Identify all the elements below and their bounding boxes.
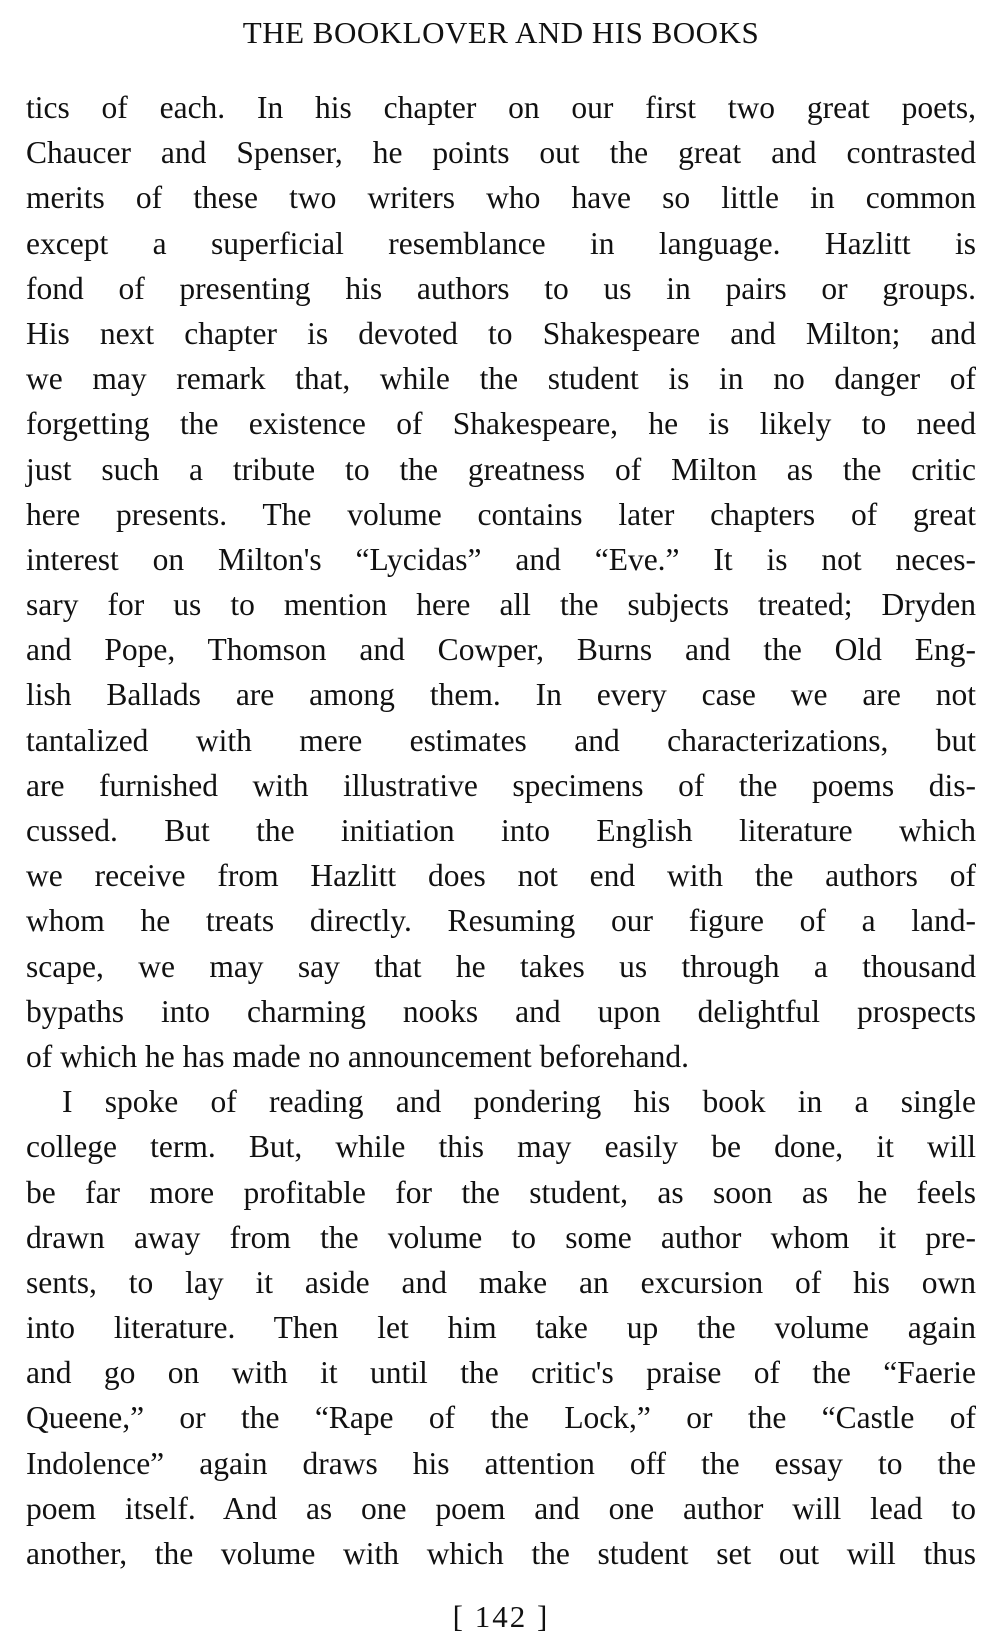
- text-line: forgetting the existence of Shakespeare, he is likely to need: [26, 406, 976, 442]
- page-number: [ 142 ]: [452, 1599, 550, 1634]
- text-line: are furnished with illustrative specimens of the poems dis-: [26, 767, 976, 803]
- paragraph-1: [26, 85, 976, 1079]
- book-page: [26, 0, 976, 1651]
- text-line: whom he treats directly. Resuming our figure of a land-: [26, 903, 976, 939]
- text-line: college term. But, while this may easily be done, it will: [26, 1129, 976, 1165]
- text-line: merits of these two writers who have so little in common: [26, 180, 976, 216]
- text-line: I spoke of reading and pondering his book in a single: [62, 1084, 976, 1120]
- text-line: Chaucer and Spenser, he points out the great and contrasted: [26, 135, 976, 171]
- text-line: tics of each. In his chapter on our first two great poets,: [26, 90, 976, 125]
- text-line: of which he has made no announcement beforehand.: [26, 1038, 690, 1074]
- text-line: sary for us to mention here all the subjects treated; Dryden: [26, 587, 976, 623]
- text-line: we may remark that, while the student is in no danger of: [26, 361, 976, 397]
- text-line: drawn away from the volume to some author whom it pre-: [26, 1219, 976, 1255]
- text-line: into literature. Then let him take up the volume again: [26, 1310, 976, 1346]
- text-line: we receive from Hazlitt does not end with the authors of: [26, 858, 976, 894]
- text-line: be far more profitable for the student, as soon as he feels: [26, 1174, 976, 1210]
- body-text: [26, 85, 976, 1576]
- text-line: except a superficial resemblance in language. Hazlitt is: [26, 225, 976, 261]
- text-line: fond of presenting his authors to us in pairs or groups.: [26, 270, 976, 306]
- text-line: here presents. The volume contains later chapters of great: [26, 496, 976, 532]
- text-line: scape, we may say that he takes us through a thousand: [26, 948, 976, 984]
- text-line: Indolence” again draws his attention off the essay to the: [26, 1445, 976, 1481]
- text-line: interest on Milton's “Lycidas” and “Eve.” It is not neces-: [26, 541, 976, 577]
- text-line: and go on with it until the critic's praise of the “Faerie: [26, 1355, 976, 1391]
- running-head: THE BOOKLOVER AND HIS BOOKS: [242, 15, 760, 50]
- text-line: and Pope, Thomson and Cowper, Burns and the Old Eng-: [26, 632, 976, 668]
- text-line: tantalized with mere estimates and characterizations, but: [26, 722, 976, 758]
- text-line: another, the volume with which the student set out will thus: [26, 1536, 976, 1571]
- text-line: just such a tribute to the greatness of Milton as the critic: [26, 451, 976, 487]
- text-line: bypaths into charming nooks and upon delightful prospects: [26, 993, 976, 1029]
- text-line: sents, to lay it aside and make an excursion of his own: [26, 1264, 976, 1300]
- text-line: cussed. But the initiation into English literature which: [26, 813, 976, 848]
- text-line: Queene,” or the “Rape of the Lock,” or the “Castle of: [26, 1400, 976, 1436]
- text-line: lish Ballads are among them. In every case we are not: [26, 677, 976, 713]
- text-line: poem itself. And as one poem and one author will lead to: [26, 1490, 976, 1526]
- paragraph-2: [26, 1079, 976, 1576]
- text-line: His next chapter is devoted to Shakespeare and Milton; and: [26, 315, 976, 351]
